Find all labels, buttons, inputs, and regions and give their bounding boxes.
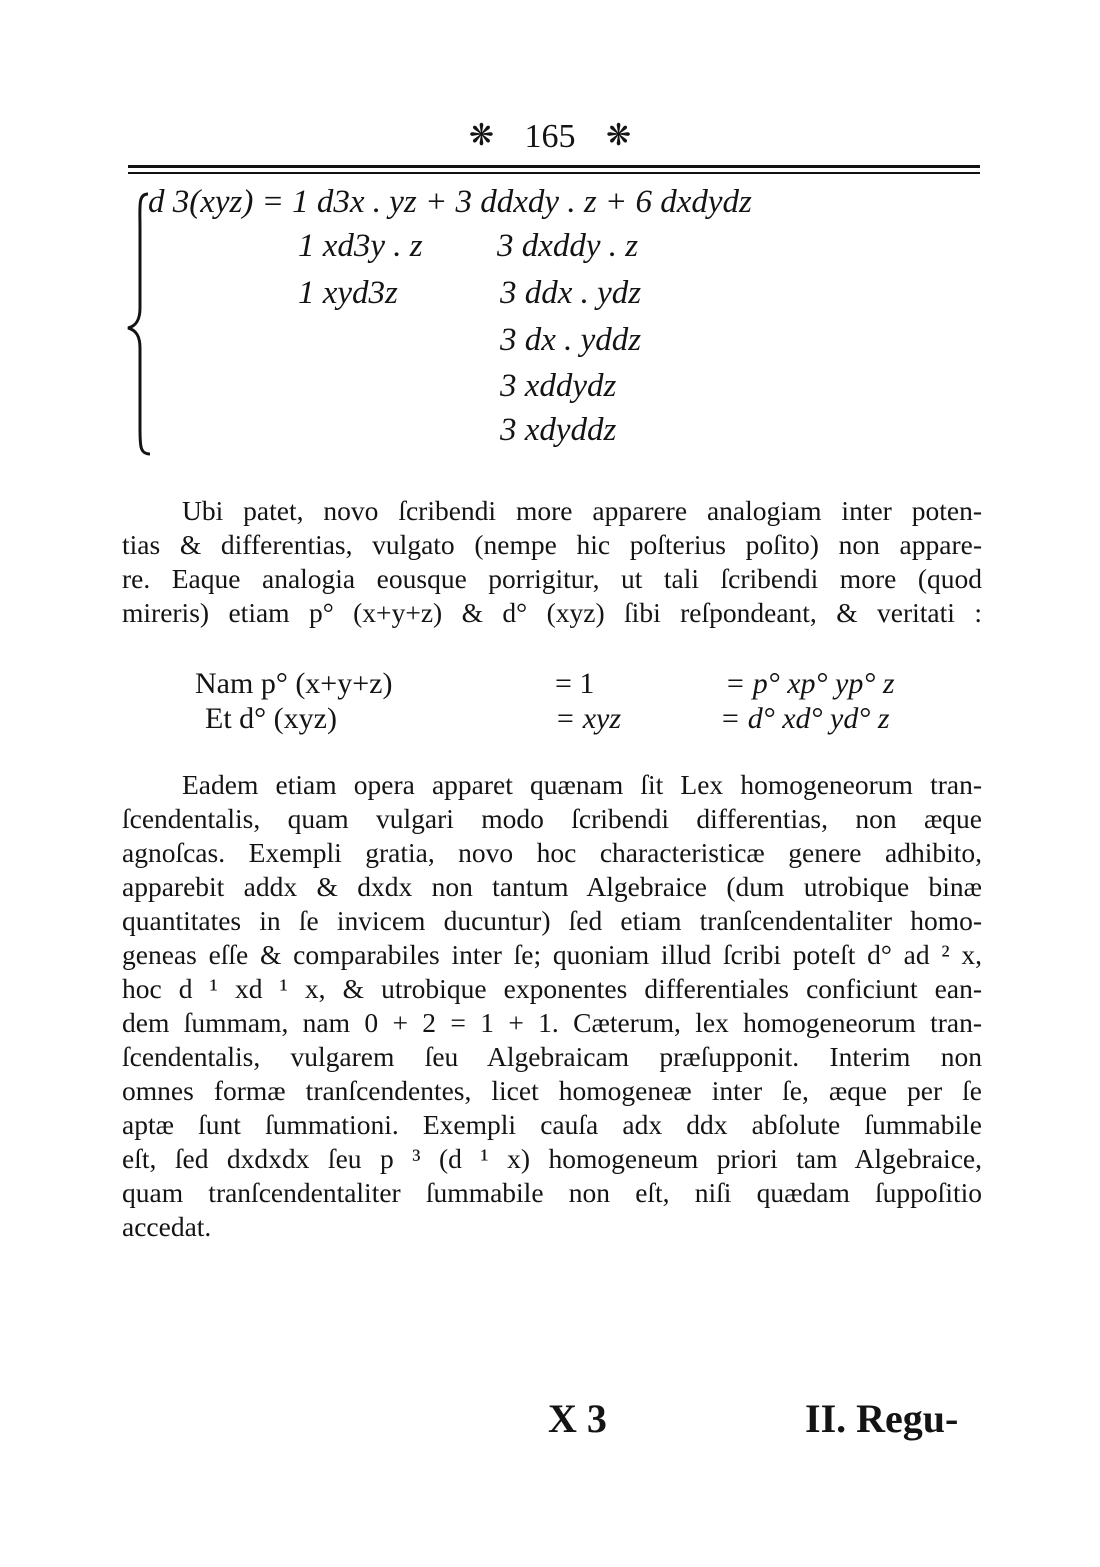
ornament-left-icon: ❋ [468,119,494,152]
equation-2-lhs: Et d° (xyz) [205,702,337,735]
text-line: agnoſcas. Exempli gratia, novo hoc characteristicæ genere adhibito, [122,837,982,868]
text-line: quantitates in ſe invicem ducuntur) ſed etiam tranſcendentaliter homo- [122,905,982,936]
text-line: accedat. [122,1211,212,1242]
formula-col2-item: 3 xddydz [500,368,617,404]
text-line: aptæ ſunt ſummationi. Exempli cauſa adx ddx abſolute ſummabile [122,1109,982,1140]
formula-col2-item: 3 dx . yddz [500,322,642,358]
text-line: ſcendentalis, quam vulgari modo ſcribendi differentias, non æque [122,803,982,834]
equation-2-rhs: = d° xd° yd° z [720,702,890,735]
formula-col2-item: 3 dxddy . z [497,228,639,264]
equation-1-rhs: = p° xp° yp° z [725,667,895,700]
formula-col1-item: 1 xd3y . z [298,228,423,264]
paragraph-1 [122,494,982,630]
text-line: dem ſummam, nam 0 + 2 = 1 + 1. Cæterum, lex homogeneorum tran- [122,1007,982,1038]
signature-mark: X 3 [548,1396,607,1441]
formula-col2-item: 3 xdyddz [500,412,617,448]
header-rule-thin [128,172,980,174]
formula-col2-item: 3 ddx . ydz [500,275,642,311]
page-header [0,118,1100,156]
text-line: tias & differentias, vulgato (nempe hic poſterius poſito) non appare- [122,529,982,560]
text-line: Eadem etiam opera apparet quænam ſit Lex homogeneorum tran- [182,769,982,800]
equation-2-mid: = xyz [555,702,622,735]
ornament-right-icon: ❋ [606,119,632,152]
text-line: re. Eaque analogia eousque porrigitur, ut tali ſcribendi more (quod [122,563,982,594]
text-line: mireris) etiam p° (x+y+z) & d° (xyz) ſibi reſpondeant, & veritati : [122,597,982,628]
header-rule [128,165,980,168]
left-brace-icon [118,188,158,458]
equation-1-mid: = 1 [555,667,595,700]
page-number: 165 [524,118,576,155]
formula-row-main: d 3(xyz) = 1 d3x . yz + 3 ddxdy . z + 6 dxdydz [148,184,752,220]
text-line: geneas eſſe & comparabiles inter ſe; quoniam illud ſcribi poteſt d° ad ² x, [122,939,982,970]
text-line: ſcendentalis, vulgarem ſeu Algebraicam præſupponit. Interim non [122,1041,982,1072]
text-line: quam tranſcendentaliter ſummabile non eſt, niſi quædam ſuppoſitio [122,1177,982,1208]
text-line: hoc d ¹ xd ¹ x, & utrobique exponentes differentiales conficiunt ean- [122,973,982,1004]
catchword: II. Regu- [805,1396,959,1441]
text-line: eſt, ſed dxdxdx ſeu p ³ (d ¹ x) homogeneum priori tam Algebraice, [122,1143,982,1174]
text-line: apparebit addx & dxdx non tantum Algebraice (dum utrobique binæ [122,871,982,902]
paragraph-2 [122,768,982,1244]
text-line: omnes formæ tranſcendentes, licet homogeneæ inter ſe, æque per ſe [122,1075,982,1106]
text-line: Ubi patet, novo ſcribendi more apparere analogiam inter poten- [182,495,982,526]
equation-1-lhs: Nam p° (x+y+z) [195,667,393,700]
formula-col1-item: 1 xyd3z [298,275,398,311]
